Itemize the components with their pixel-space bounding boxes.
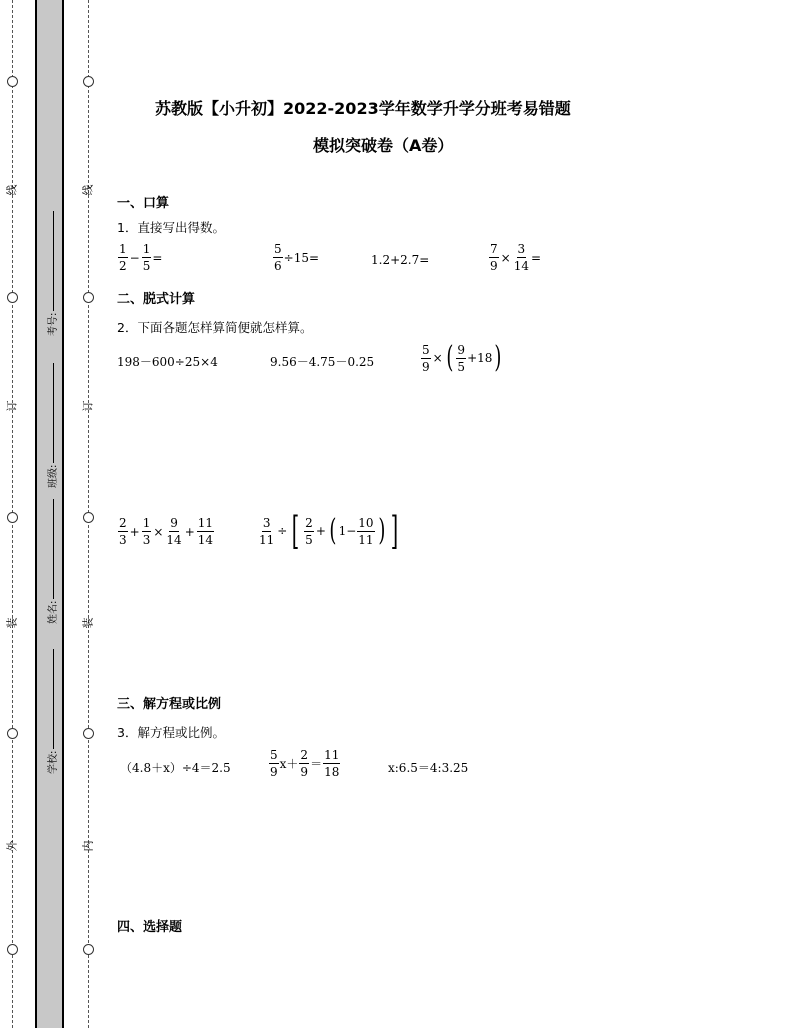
- section-heading: 四、选择题: [117, 920, 183, 935]
- margin-char: 线: [81, 184, 95, 196]
- expression-2c: $\frac{5}{9}$ × ( $\frac{9}{5}$ +18 ): [422, 340, 502, 375]
- margin-char: 装: [5, 617, 19, 629]
- expression-2b: 9.56－4.75－0.25: [270, 355, 375, 369]
- binding-hole: [83, 944, 94, 955]
- exam-number-field[interactable]: [44, 211, 59, 336]
- expression-3b: $\frac{5}{9}$ x＋ $\frac{2}{9}$ ＝ $\frac{11}{18}$: [270, 748, 340, 779]
- binding-hole: [83, 512, 94, 523]
- school-field[interactable]: [44, 649, 59, 774]
- margin-char: 订: [5, 400, 19, 412]
- question-3: 3．解方程或比例。: [117, 725, 225, 740]
- section-heading: 三、解方程或比例: [117, 697, 222, 712]
- question-1: 1．直接写出得数。: [117, 220, 225, 235]
- expression-1a: $\frac{1}{2}$ − $\frac{1}{5}$ =: [119, 242, 163, 273]
- binding-hole: [7, 728, 18, 739]
- expression-1d: $\frac{7}{9}$ × $\frac{3}{14}$ =: [490, 242, 542, 273]
- expression-1b: $\frac{5}{6}$ ÷15=: [274, 242, 320, 273]
- binding-hole: [7, 76, 18, 87]
- field-label: 学校:: [48, 750, 59, 774]
- field-label: 姓名:: [48, 600, 59, 624]
- page-title: 苏教版【小升初】2022-2023学年数学升学分班考易错题: [155, 99, 571, 118]
- expression-2e: $\frac{3}{11}$ ÷ [ $\frac{2}{5}$ + ( 1− $\frac{10}{11}$ ) ]: [259, 509, 399, 553]
- field-label: 班级:: [48, 464, 59, 488]
- margin-char: 订: [81, 400, 95, 412]
- margin-char: 外: [5, 840, 19, 852]
- expression-3c: x:6.5＝4:3.25: [388, 761, 469, 775]
- margin-char: 内: [81, 840, 95, 852]
- section-heading: 一、口算: [117, 196, 170, 211]
- binding-hole: [83, 728, 94, 739]
- expression-2a: 198－600÷25×4: [117, 355, 218, 369]
- binding-hole: [83, 292, 94, 303]
- expression-2d: $\frac{2}{3}$ + $\frac{1}{3}$ × $\frac{9}{14}$ + $\frac{11}{14}$: [119, 516, 214, 547]
- class-field[interactable]: [44, 363, 59, 488]
- question-2: 2．下面各题怎样算简便就怎样算。: [117, 320, 313, 335]
- binding-hole: [7, 944, 18, 955]
- expression-3a: （4.8＋x）÷4＝2.5: [120, 761, 231, 775]
- margin-char: 线: [5, 184, 19, 196]
- name-field[interactable]: [44, 499, 59, 624]
- expression-1c: 1.2+2.7=: [371, 253, 430, 267]
- binding-hole: [83, 76, 94, 87]
- binding-hole: [7, 512, 18, 523]
- binding-hole: [7, 292, 18, 303]
- section-heading: 二、脱式计算: [117, 292, 196, 307]
- page-subtitle: 模拟突破卷（A卷）: [313, 136, 454, 155]
- field-label: 考号:: [48, 312, 59, 336]
- margin-char: 装: [81, 617, 95, 629]
